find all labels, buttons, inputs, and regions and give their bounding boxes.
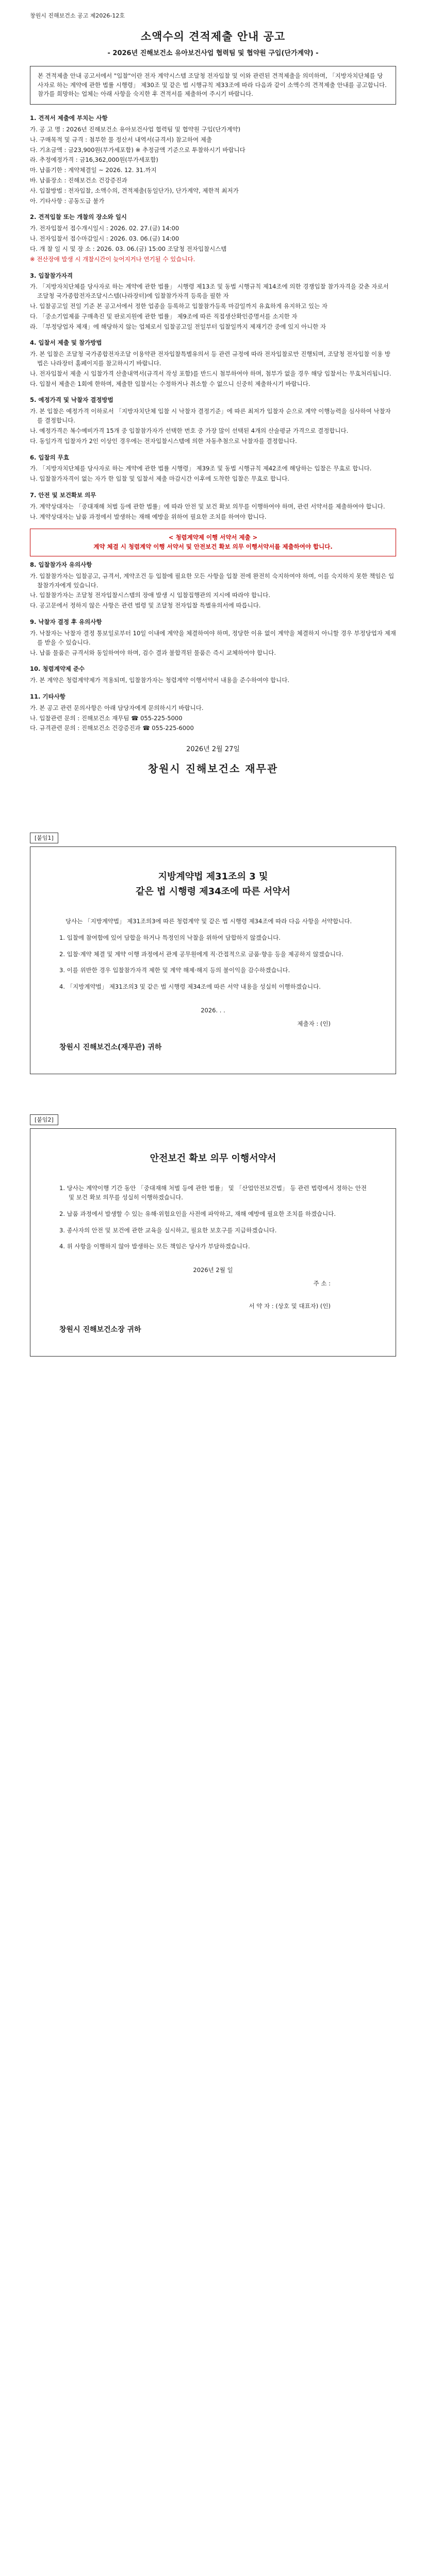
section-line: ※ 전산장애 발생 시 개찰시간이 늦어지거나 연기될 수 있습니다. — [30, 255, 195, 263]
section-line: 나. 전자입찰서 제출 시 입찰가격 산출내역서(규격서 작성 포함)를 반드시 첨부하여야 하며, 첨부가 없을 경우 해당 입찰서는 무효처리됩니다. — [30, 369, 391, 377]
announcement-subtitle: - 2026년 진해보건소 유아보건사업 협력팀 및 협약원 구입(단가계약) - — [107, 49, 319, 57]
section-heading: 6. 입찰의 무효 — [30, 453, 69, 461]
issuing-organization: 창원시 진해보건소 재무관 — [148, 762, 278, 775]
section-line: 아. 기타사항 : 공동도급 불가 — [30, 197, 105, 205]
attachment2-recipient: 창원시 진해보건소장 귀하 — [59, 1325, 141, 1334]
sections-part-2 — [30, 561, 396, 733]
section — [30, 213, 396, 264]
attachment1-title-line1: 지방계약법 제31조의 3 및 — [158, 871, 268, 883]
section-line: 사. 입찰방법 : 전자입찰, 소액수의, 견적제출(동일단가), 단가계약, 제한적 최저가 — [30, 187, 239, 194]
section-heading: 4. 입찰서 제출 및 참가방법 — [30, 339, 102, 347]
section-line: 라. 추정예정가격 : 금16,362,000원(부가세포함) — [30, 156, 158, 164]
sections-part-1 — [30, 114, 396, 521]
document-number: 창원시 진해보건소 공고 제2026-12호 — [30, 12, 125, 19]
section-line: 나. 구매목적 및 규격 : 첨부한 물 정산서 내역서(규격서) 참고하여 제출 — [30, 135, 212, 143]
section-heading: 3. 입찰참가자격 — [30, 272, 73, 279]
section-line: 가. 본 공고 관련 문의사항은 아래 담당자에게 문의하시기 바랍니다. — [30, 704, 204, 711]
section-heading: 8. 입찰참가자 유의사항 — [30, 561, 92, 569]
section — [30, 114, 396, 206]
section — [30, 272, 396, 332]
attachment1-signature: 제출자 : (인) — [297, 1020, 331, 1027]
section-line: 나. 입찰공고일 전일 기준 본 공고서에서 정한 업종을 등록하고 입찰참가등록 마감일까지 유효하게 유지하고 있는 자 — [30, 302, 327, 310]
pledge-item: 2. 입찰·계약 체결 및 계약 이행 과정에서 관계 공무원에게 직·간접적으로 금품·향응 등을 제공하지 않겠습니다. — [59, 950, 343, 958]
section-line: 나. 입찰참가자격이 없는 자가 한 입찰 및 입찰서 제출 마감시간 이후에 도착한 입찰은 무효로 합니다. — [30, 475, 289, 483]
attachment1-title-line2: 같은 법 시행령 제34조에 따른 서약서 — [136, 886, 290, 897]
section-line: 나. 납품 물품은 규격서와 동일하여야 하며, 검수 결과 불합격된 물품은 즉시 교체하여야 합니다. — [30, 649, 276, 656]
attachment2-title: 안전보건 확보 의무 이행서약서 — [150, 1153, 276, 1164]
section — [30, 561, 396, 611]
pledge-item: 1. 당사는 계약이행 기간 동안 「중대재해 처벌 등에 관한 법률」 및 「산업안전보건법」 등 관련 법령에서 정하는 안전 및 보건 확보 의무를 성실히 이행하겠습니다. — [59, 1184, 367, 1201]
attachment1-items — [59, 934, 367, 992]
attachment1-recipient: 창원시 진해보건소(재무관) 귀하 — [59, 1043, 162, 1052]
attachment1-date: 2026. . . — [201, 1007, 225, 1014]
section-line: 가. 입찰참가자는 입찰공고, 규격서, 계약조건 등 입찰에 필요한 모든 사항을 입찰 전에 완전히 숙지하여야 하며, 이를 숙지하지 못한 책임은 입찰참가자에게 있습니다. — [30, 572, 395, 589]
section-line: 가. 「지방자치단체를 당사자로 하는 계약에 관한 법률 시행령」 제39조 및 동법 시행규칙 제42조에 해당하는 입찰은 무효로 합니다. — [30, 465, 372, 472]
section-line: 가. 본 계약은 청렴계약제가 적용되며, 입찰참가자는 청렴계약 이행서약서 내용을 준수하여야 합니다. — [30, 676, 289, 684]
pledge-item: 4. 「지방계약법」 제31조의3 및 같은 법 시행령 제34조에 따른 서약 내용을 성실히 이행하겠습니다. — [59, 983, 321, 991]
section-line: 가. 전자입찰서 접수개시일시 : 2026. 02. 27.(금) 14:00 — [30, 225, 179, 232]
section — [30, 665, 396, 685]
section-line: 가. 공 고 명 : 2026년 진해보건소 유아보건사업 협력팀 및 협약원 구입(단가계약) — [30, 125, 241, 133]
section-line: 나. 전자입찰서 접수마감일시 : 2026. 03. 06.(금) 14:00 — [30, 235, 179, 243]
pledge-item: 1. 입찰에 참여함에 있어 담합을 하거나 특정인의 낙찰을 위하여 담합하지 않겠습니다. — [59, 934, 281, 941]
announcement-date: 2026년 2월 27일 — [186, 745, 240, 754]
attachment2-form — [30, 1128, 396, 1357]
attachment1-form — [30, 846, 396, 1074]
integrity-notice-text: 계약 체결 시 청렴계약 이행 서약서 및 안전보건 확보 의무 이행서약서를 제출하여야 합니다. — [93, 543, 333, 551]
section-line: 가. 낙찰자는 낙찰자 결정 통보일로부터 10일 이내에 계약을 체결하여야 하며, 정당한 이유 없이 계약을 체결하지 아니할 경우 부정당업자 제재를 받을 수 있습니다. — [30, 629, 396, 646]
section-line: 다. 규격관련 문의 : 진해보건소 건강증진과 ☎ 055-225-6000 — [30, 724, 194, 732]
pledge-item: 2. 납품 과정에서 발생할 수 있는 유해·위험요인을 사전에 파악하고, 재해 예방에 필요한 조치를 하겠습니다. — [59, 1210, 336, 1217]
intro-text: 본 견적제출 안내 공고서에서 "입찰"이란 전자 계약시스템 조달청 전자입찰 및 이와 관련된 견적제출을 의미하며, 「지방자치단체를 당사자로 하는 계약에 관한 법률 시행령」 제30조 및 같은 법 시행규칙 제33조에 따라 다음과 같이 소액수의 견적제출 안내를 공고합니다. 참가를 희망하는 업체는 아래 사항을 숙지한 후 견적서를 제출하여 주시기 바랍니다. — [38, 72, 387, 98]
integrity-notice-title: < 청렴계약제 이행 서약서 제출 > — [168, 534, 258, 541]
section — [30, 338, 396, 388]
section — [30, 491, 396, 521]
attachment1-intro: 당사는 「지방계약법」 제31조의3에 따른 청렴계약 및 같은 법 시행령 제34조에 따라 다음 사항을 서약합니다. — [65, 918, 352, 925]
section-heading: 1. 견적서 제출에 부치는 사항 — [30, 114, 108, 122]
attachment1-title — [59, 870, 367, 900]
section — [30, 396, 396, 446]
section-line: 다. 기초금액 : 금23,900원(부가세포함) ※ 추정금액 기준으로 투찰하시기 바랍니다 — [30, 146, 245, 154]
section-line: 마. 납품기한 : 계약체결일 ~ 2026. 12. 31.까지 — [30, 166, 157, 174]
section — [30, 453, 396, 484]
attachment2-items — [59, 1184, 367, 1251]
attachment1-tag: [붙임1] — [30, 833, 58, 843]
section-heading: 9. 낙찰자 결정 후 유의사항 — [30, 618, 102, 626]
section — [30, 692, 396, 733]
section-line: 다. 「중소기업제품 구매촉진 및 판로지원에 관한 법률」 제9조에 따른 직접생산확인증명서를 소지한 자 — [30, 312, 298, 320]
section-line: 나. 예정가격은 복수예비가격 15개 중 입찰참가자가 선택한 번호 중 가장 많이 선택된 4개의 산술평균 가격으로 결정합니다. — [30, 427, 349, 434]
section-heading: 2. 견적입찰 또는 개찰의 장소와 일시 — [30, 213, 127, 221]
section-line: 다. 동일가격 입찰자가 2인 이상인 경우에는 전자입찰시스템에 의한 자동추첨으로 낙찰자를 결정합니다. — [30, 437, 297, 445]
attachment2-date: 2026년 2월 일 — [193, 1266, 233, 1274]
pledge-item: 4. 위 사항을 이행하지 않아 발생하는 모든 책임은 당사가 부담하겠습니다. — [59, 1243, 250, 1250]
pledge-item: 3. 이를 위반한 경우 입찰참가자격 제한 및 계약 해제·해지 등의 불이익을 감수하겠습니다. — [59, 967, 290, 974]
integrity-notice-box — [30, 529, 396, 556]
section-line: 바. 납품장소 : 진해보건소 건강증진과 — [30, 177, 127, 184]
pledge-item: 3. 종사자의 안전 및 보건에 관한 교육을 실시하고, 필요한 보호구를 지급하겠습니다. — [59, 1226, 277, 1234]
section-line: 다. 개 찰 일 시 및 장 소 : 2026. 03. 06.(금) 15:00 조달청 전자입찰시스템 — [30, 245, 227, 252]
section — [30, 618, 396, 657]
section-line: 나. 입찰참가자는 조달청 전자입찰시스템의 장애 발생 시 입찰집행관의 지시에 따라야 합니다. — [30, 591, 271, 599]
section-heading: 10. 청렴계약제 준수 — [30, 665, 85, 673]
section-line: 가. 계약상대자는 「중대재해 처벌 등에 관한 법률」에 따라 안전 및 보건 확보 의무를 이행하여야 하며, 관련 서약서를 제출하여야 합니다. — [30, 502, 385, 510]
section-line: 가. 본 입찰은 조달청 국가종합전자조달 이용약관 전자입찰특별유의서 등 관련 규정에 따라 전자입찰로만 진행되며, 조달청 전자입찰 이용 방법은 나라장터 홈페이지를 참고하시기 바랍니다. — [30, 350, 391, 367]
attachment2-address-label: 주 소 : — [313, 1280, 331, 1287]
section-line: 다. 공고문에서 정하지 않은 사항은 관련 법령 및 조달청 전자입찰 특별유의서에 따릅니다. — [30, 602, 261, 609]
section-line: 나. 계약상대자는 납품 과정에서 발생하는 재해 예방을 위하여 필요한 조치를 하여야 합니다. — [30, 513, 267, 520]
announcement-title: 소액수의 견적제출 안내 공고 — [140, 30, 286, 43]
section-heading: 7. 안전 및 보건확보 의무 — [30, 491, 96, 499]
section-line: 다. 입찰서 제출은 1회에 한하며, 제출한 입찰서는 수정하거나 취소할 수 없으니 신중히 제출하시기 바랍니다. — [30, 380, 310, 387]
section-heading: 5. 예정가격 및 낙찰자 결정방법 — [30, 396, 113, 404]
announcement-document — [0, 0, 426, 777]
intro-box — [30, 66, 396, 105]
section-line: 가. 「지방자치단체를 당사자로 하는 계약에 관한 법률」 시행령 제13조 및 동법 시행규칙 제14조에 의한 경쟁입찰 참가자격을 갖춘 자로서 조달청 국가종합전자조달시스템(나라장터)에 입찰참가자격 등록을 필한 자 — [30, 283, 389, 300]
section-heading: 11. 기타사항 — [30, 692, 65, 700]
section-line: 가. 본 입찰은 예정가격 이하로서 「지방자치단체 입찰 시 낙찰자 결정기준」에 따른 최저가 입찰자 순으로 계약 이행능력을 심사하여 낙찰자를 결정합니다. — [30, 408, 391, 425]
section-line: 라. 「부정당업자 제재」에 해당하지 않는 업체로서 입찰공고일 전일부터 입찰일까지 제재기간 중에 있지 아니한 자 — [30, 323, 326, 330]
section-line: 나. 입찰관련 문의 : 진해보건소 재무팀 ☎ 055-225-5000 — [30, 714, 183, 722]
attachment2-tag: [붙임2] — [30, 1114, 58, 1125]
attachment2-signature: 서 약 자 : (상호 및 대표자) (인) — [249, 1302, 331, 1310]
